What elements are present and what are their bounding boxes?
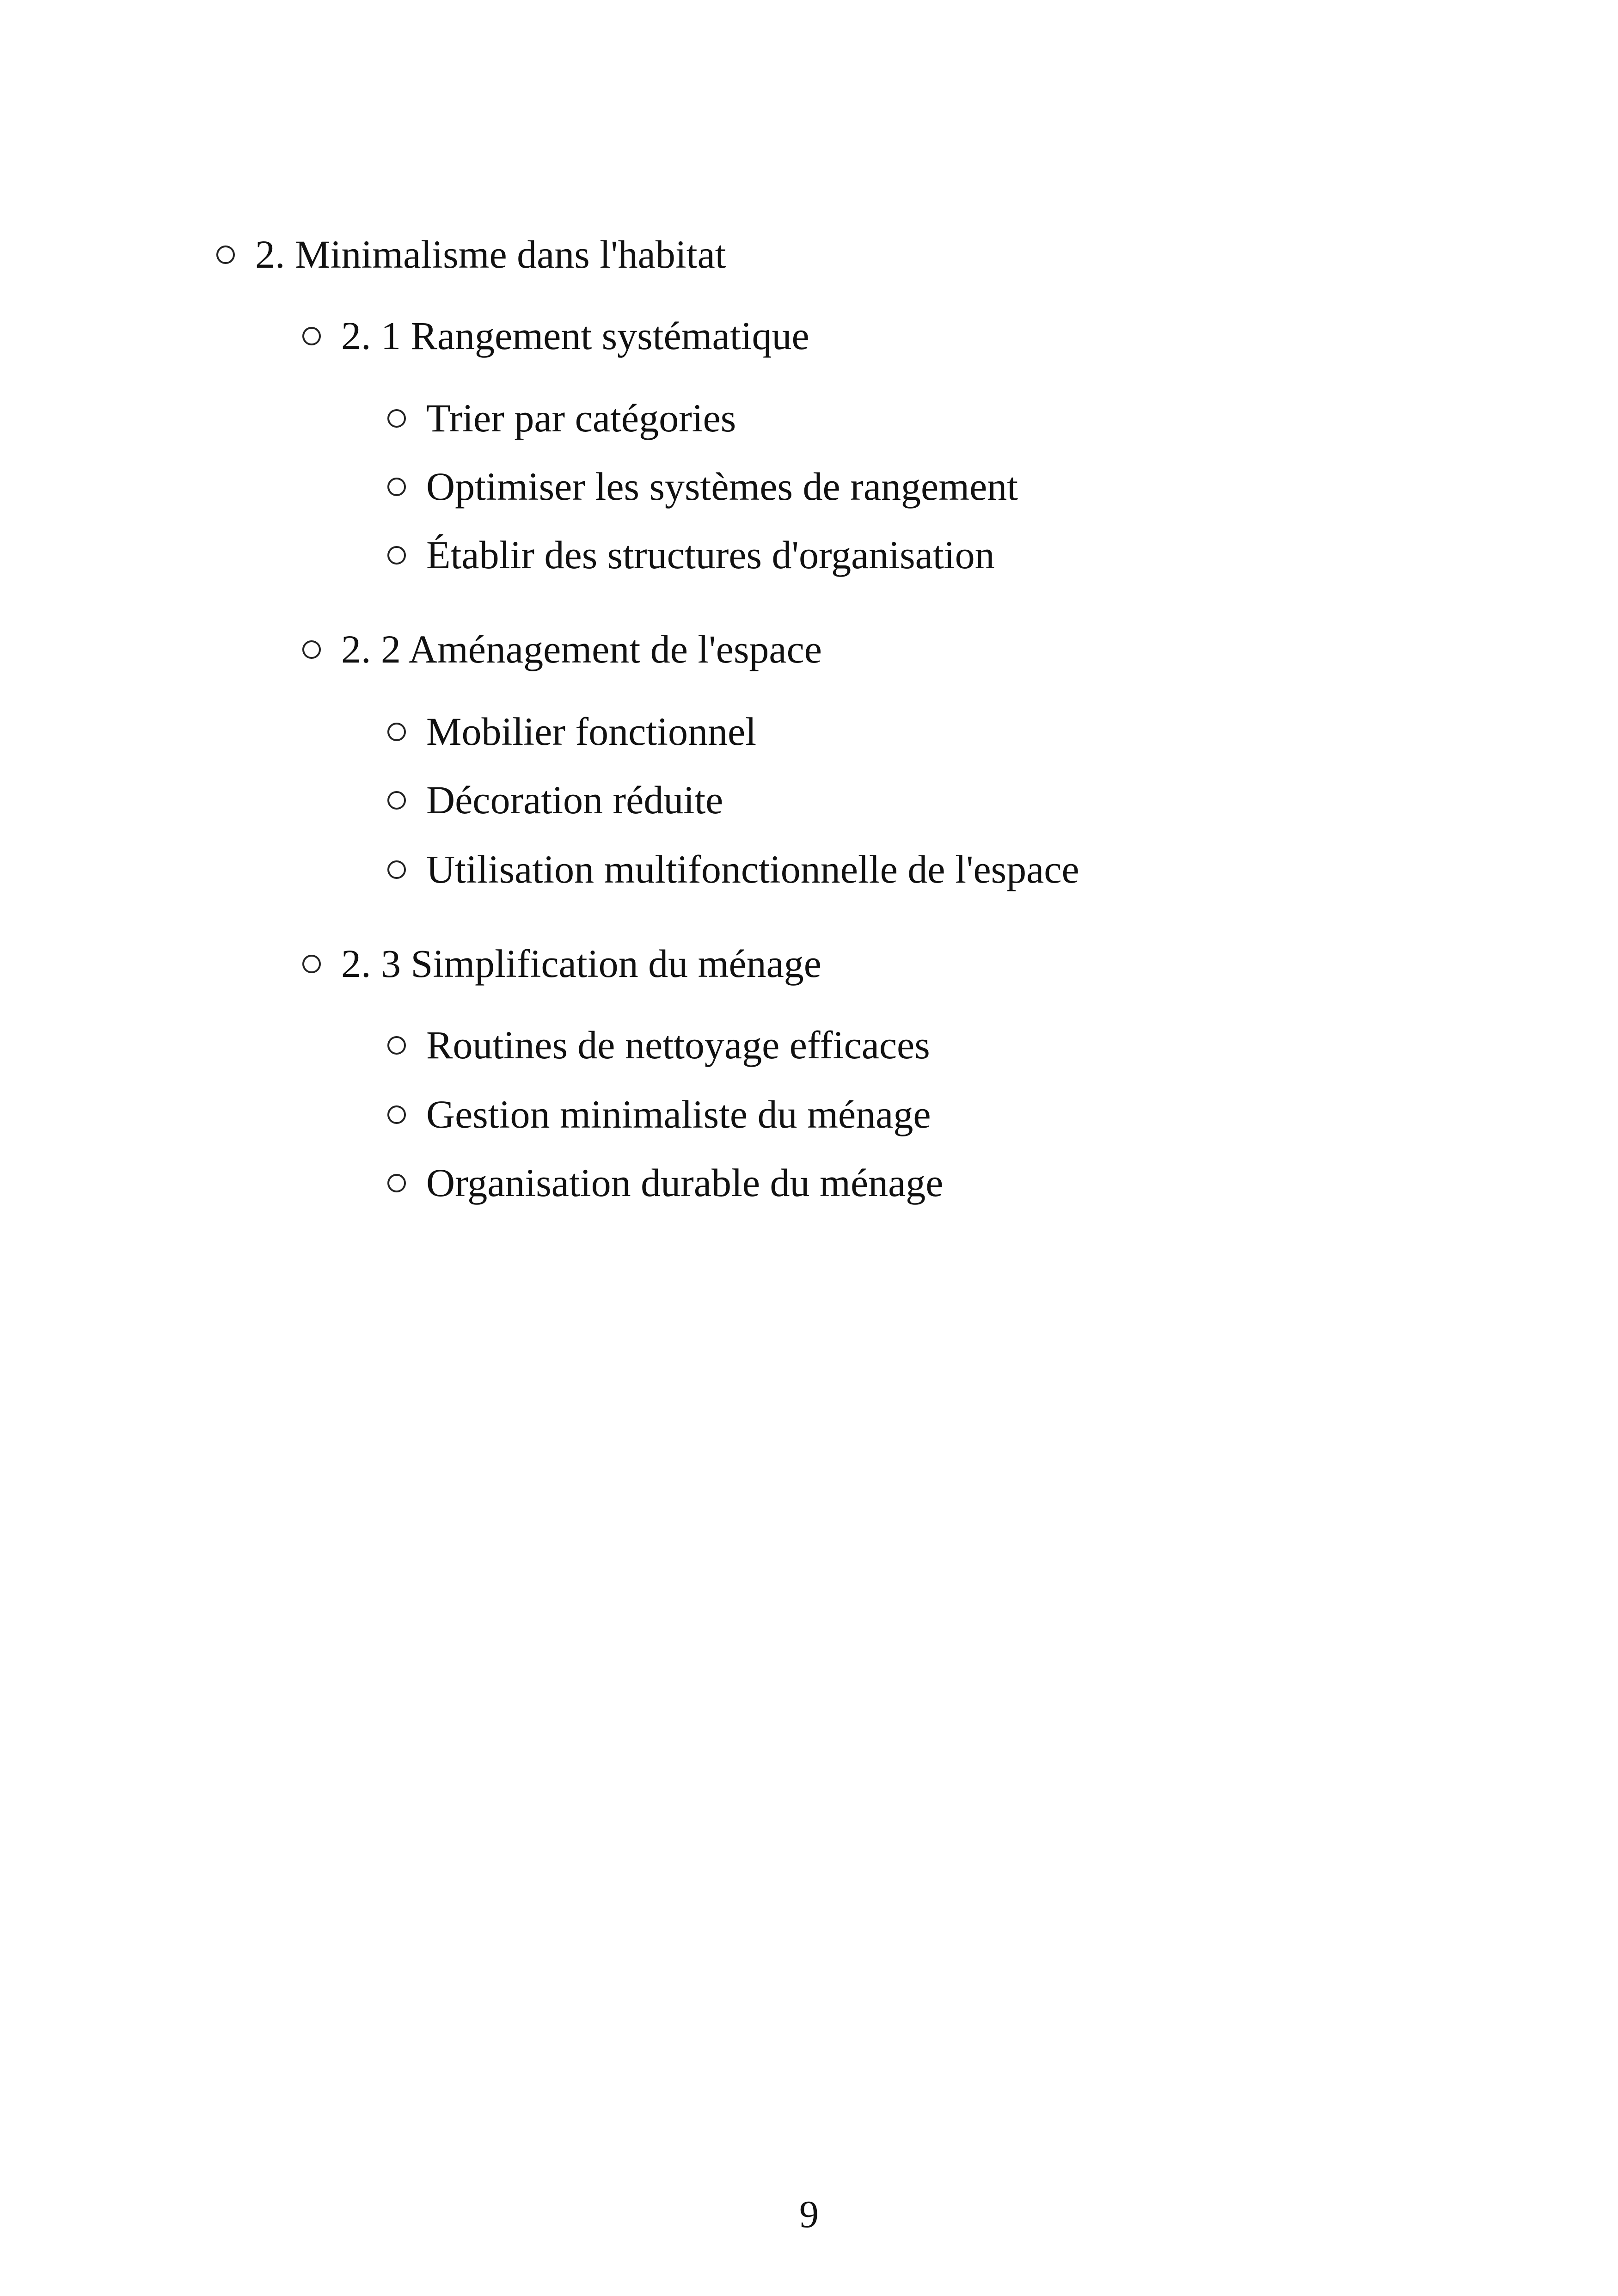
outline-list-item xyxy=(387,463,1018,510)
list-item-text: Établir des structures d'organisation xyxy=(426,533,995,577)
list-item-text: Optimiser les systèmes de rangement xyxy=(426,464,1018,509)
page-number: 9 xyxy=(799,2193,819,2236)
outline-list-item xyxy=(387,395,736,441)
hollow-circle-bullet-icon xyxy=(387,478,406,496)
list-item-text: Mobilier fonctionnel xyxy=(426,709,757,754)
list-item-text: Organisation durable du ménage xyxy=(426,1160,944,1205)
outline-subsection-heading xyxy=(302,940,821,987)
section-title: 2. Minimalisme dans l'habitat xyxy=(255,232,726,276)
hollow-circle-bullet-icon xyxy=(302,640,321,659)
outline-list-item xyxy=(387,1160,943,1206)
list-item-text: Utilisation multifonctionnelle de l'espace xyxy=(426,847,1079,891)
hollow-circle-bullet-icon xyxy=(216,246,235,264)
list-item-text: Gestion minimaliste du ménage xyxy=(426,1092,931,1136)
hollow-circle-bullet-icon xyxy=(387,1105,406,1124)
hollow-circle-bullet-icon xyxy=(387,546,406,565)
outline-list-item xyxy=(387,532,995,578)
hollow-circle-bullet-icon xyxy=(387,723,406,741)
hollow-circle-bullet-icon xyxy=(302,955,321,973)
outline-list-item xyxy=(387,1022,930,1068)
hollow-circle-bullet-icon xyxy=(387,409,406,428)
list-item-text: Routines de nettoyage efficaces xyxy=(426,1023,930,1067)
list-item-text: Décoration réduite xyxy=(426,778,723,822)
outline-subsection-heading xyxy=(302,626,822,672)
outline-list-item xyxy=(387,708,756,755)
hollow-circle-bullet-icon xyxy=(387,1174,406,1192)
outline-section-heading xyxy=(216,231,726,277)
subsection-title: 2. 1 Rangement systématique xyxy=(341,313,809,358)
hollow-circle-bullet-icon xyxy=(387,1036,406,1055)
hollow-circle-bullet-icon xyxy=(302,327,321,345)
hollow-circle-bullet-icon xyxy=(387,791,406,810)
outline-list-item xyxy=(387,1091,931,1137)
outline-list-item xyxy=(387,777,723,823)
list-item-text: Trier par catégories xyxy=(426,396,736,440)
hollow-circle-bullet-icon xyxy=(387,860,406,879)
outline-list-item xyxy=(387,846,1079,892)
outline-subsection-heading xyxy=(302,313,809,359)
subsection-title: 2. 2 Aménagement de l'espace xyxy=(341,627,822,671)
subsection-title: 2. 3 Simplification du ménage xyxy=(341,941,821,986)
